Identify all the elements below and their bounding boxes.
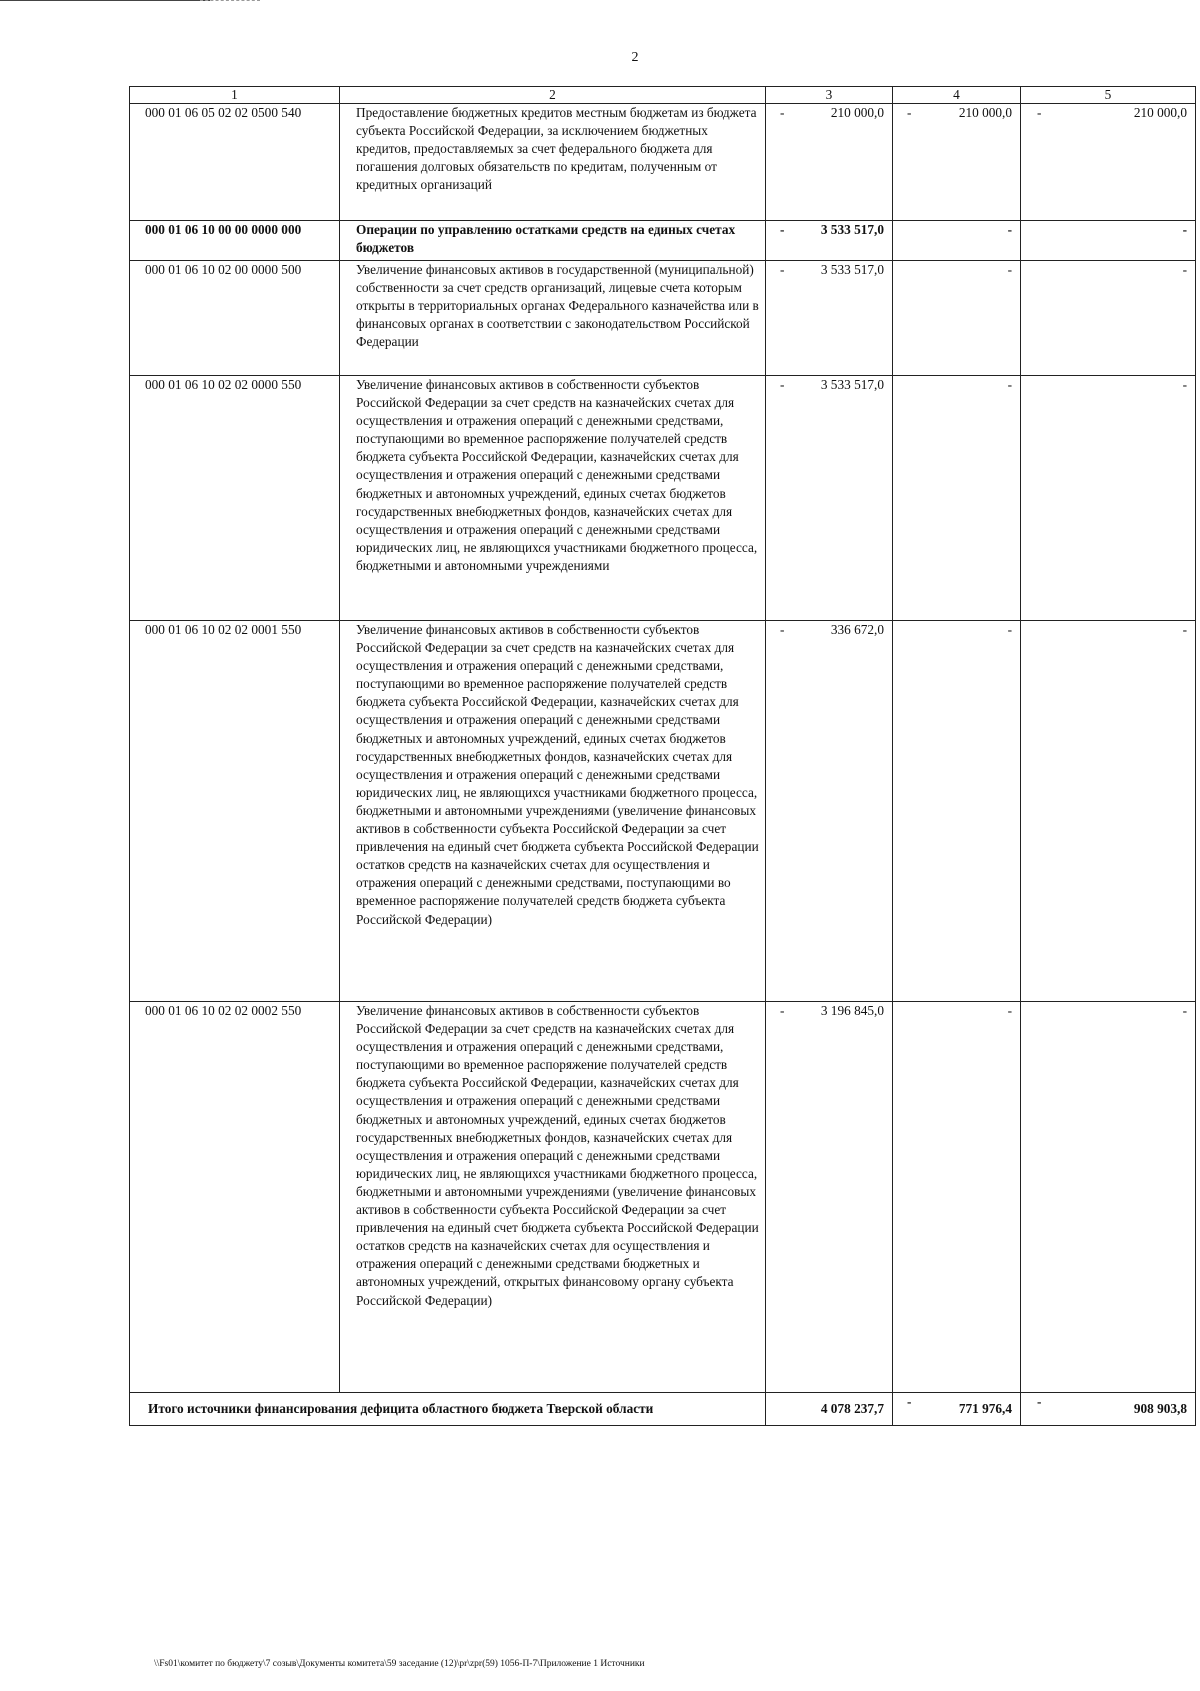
header-col-4: 4: [893, 87, 1021, 104]
table-row: [130, 261, 1196, 376]
row-col3: [766, 376, 893, 621]
row-name: Увеличение финансовых активов в собственности субъектов Российской Федерации за счет средств на казначейских счетах для осуществления и отражения операций с денежными средствами, поступающими во временное распоряжение получателей средств бюджета субъекта Российской Федерации, казначейских счетах для осуществления и отражения операций с денежными средствами бюджетных и автономных учреждений, единых счетах бюджетов государственных внебюджетных фондов, казначейских счетах для осуществления и отражения операций с денежными средствами юридических лиц, не являющихся участниками бюджетного процесса, бюджетными и автономными учреждениями (увеличение финансовых активов в собственности субъекта Российской Федерации за счет привлечения на единый счет бюджета субъекта Российской Федерации остатков средств на казначейских счетах для осуществления и отражения операций с денежными средствами, поступающими во временное распоряжение получателей средств бюджета субъекта Российской Федерации): [340, 621, 766, 1002]
file-path-footer: \\Fs01\комитет по бюджету\7 созыв\Документы комитета\59 заседание (12)\pr\zpr(59) 1056-П-7\Приложение 1 Источники: [154, 1659, 645, 1669]
row-col4: -: [893, 376, 1021, 621]
row-col3: [766, 621, 893, 1002]
total-row: [130, 1393, 1196, 1426]
dash-mark: -: [780, 222, 785, 237]
table-row: [130, 621, 1196, 1002]
dash-mark: -: [780, 1003, 785, 1018]
row-col4: -: [893, 261, 1021, 376]
table-row: [130, 376, 1196, 621]
row-code: 000 01 06 05 02 02 0500 540: [130, 104, 340, 221]
header-col-3: 3: [766, 87, 893, 104]
table-header-row: [130, 87, 1196, 104]
row-col4-value: 210 000,0: [958, 105, 1012, 120]
row-col3-value: 3 533 517,0: [820, 262, 884, 277]
scan-edge-dash: [200, 0, 260, 1]
row-col4: -: [893, 1002, 1021, 1393]
financing-sources-table: [129, 86, 1196, 1426]
row-col3: [766, 221, 893, 261]
row-code: 000 01 06 10 02 00 0000 500: [130, 261, 340, 376]
scan-edge-line: [0, 0, 210, 1]
row-col5: [1021, 104, 1196, 221]
row-col4: [893, 104, 1021, 221]
row-name: Увеличение финансовых активов в собственности субъектов Российской Федерации за счет средств на казначейских счетах для осуществления и отражения операций с денежными средствами, поступающими во временное распоряжение получателей средств бюджета субъекта Российской Федерации, казначейских счетах для осуществления и отражения операций с денежными средствами бюджетных и автономных учреждений, единых счетах бюджетов государственных внебюджетных фондов, казначейских счетах для осуществления и отражения операций с денежными средствами юридических лиц, не являющихся участниками бюджетного процесса, бюджетными и автономными учреждениями: [340, 376, 766, 621]
header-col-1: 1: [130, 87, 340, 104]
total-col4: [893, 1393, 1021, 1426]
dash-mark: -: [1037, 105, 1042, 120]
dash-mark: -: [907, 105, 912, 120]
row-code: 000 01 06 10 02 02 0001 550: [130, 621, 340, 1002]
total-col3: 4 078 237,7: [766, 1393, 893, 1426]
row-code: 000 01 06 10 02 02 0000 550: [130, 376, 340, 621]
table-row: [130, 221, 1196, 261]
dash-mark: -: [780, 377, 785, 392]
row-col4: -: [893, 221, 1021, 261]
table-row: [130, 1002, 1196, 1393]
dash-mark: -: [780, 105, 785, 120]
total-col4-value: 771 976,4: [958, 1400, 1012, 1416]
row-name: Предоставление бюджетных кредитов местным бюджетам из бюджета субъекта Российской Федерации, за исключением бюджетных кредитов, предоставляемых за счет федерального бюджета для погашения долговых обязательств по кредитам, полученным от кредитных организаций: [340, 104, 766, 221]
dash-mark: -: [780, 622, 785, 637]
row-col3: [766, 1002, 893, 1393]
table-row: [130, 104, 1196, 221]
row-col3: [766, 104, 893, 221]
row-col3-value: 210 000,0: [830, 105, 884, 120]
row-col3-value: 336 672,0: [830, 622, 884, 637]
dash-mark: -: [907, 1394, 912, 1409]
row-col3-value: 3 533 517,0: [820, 377, 884, 392]
row-name: Увеличение финансовых активов в собственности субъектов Российской Федерации за счет средств на казначейских счетах для осуществления и отражения операций с денежными средствами, поступающими во временное распоряжение получателей средств бюджета субъекта Российской Федерации, казначейских счетах для осуществления и отражения операций с денежными средствами бюджетных и автономных учреждений, единых счетах бюджетов государственных внебюджетных фондов, казначейских счетах для осуществления и отражения операций с денежными средствами юридических лиц, не являющихся участниками бюджетного процесса, бюджетными и автономными учреждениями (увеличение финансовых активов в собственности субъекта Российской Федерации за счет привлечения на единый счет бюджета субъекта Российской Федерации остатков средств на казначейских счетах для осуществления и отражения операций с денежными средствами бюджетных и автономных учреждений, открытых финансовому органу субъекта Российской Федерации): [340, 1002, 766, 1393]
row-col5: -: [1021, 261, 1196, 376]
page-number: 2: [631, 50, 639, 65]
dash-mark: -: [780, 262, 785, 277]
row-col5: -: [1021, 1002, 1196, 1393]
row-col3: [766, 261, 893, 376]
dash-mark: -: [1037, 1394, 1042, 1409]
row-col5: -: [1021, 621, 1196, 1002]
total-label: Итого источники финансирования дефицита областного бюджета Тверской области: [130, 1393, 766, 1426]
total-col5: [1021, 1393, 1196, 1426]
row-col3-value: 3 533 517,0: [820, 222, 884, 237]
row-code: 000 01 06 10 00 00 0000 000: [130, 221, 340, 261]
header-col-2: 2: [340, 87, 766, 104]
total-col5-value: 908 903,8: [1133, 1400, 1187, 1416]
header-col-5: 5: [1021, 87, 1196, 104]
row-col5: -: [1021, 221, 1196, 261]
row-col5: -: [1021, 376, 1196, 621]
row-name: Увеличение финансовых активов в государственной (муниципальной) собственности за счет средств организаций, лицевые счета которым открыты в территориальных органах Федерального казначейства или в финансовых органах в соответствии с законодательством Российской Федерации: [340, 261, 766, 376]
row-col4: -: [893, 621, 1021, 1002]
row-col3-value: 3 196 845,0: [820, 1003, 884, 1018]
row-col5-value: 210 000,0: [1133, 105, 1187, 120]
row-code: 000 01 06 10 02 02 0002 550: [130, 1002, 340, 1393]
row-name: Операции по управлению остатками средств на единых счетах бюджетов: [340, 221, 766, 261]
